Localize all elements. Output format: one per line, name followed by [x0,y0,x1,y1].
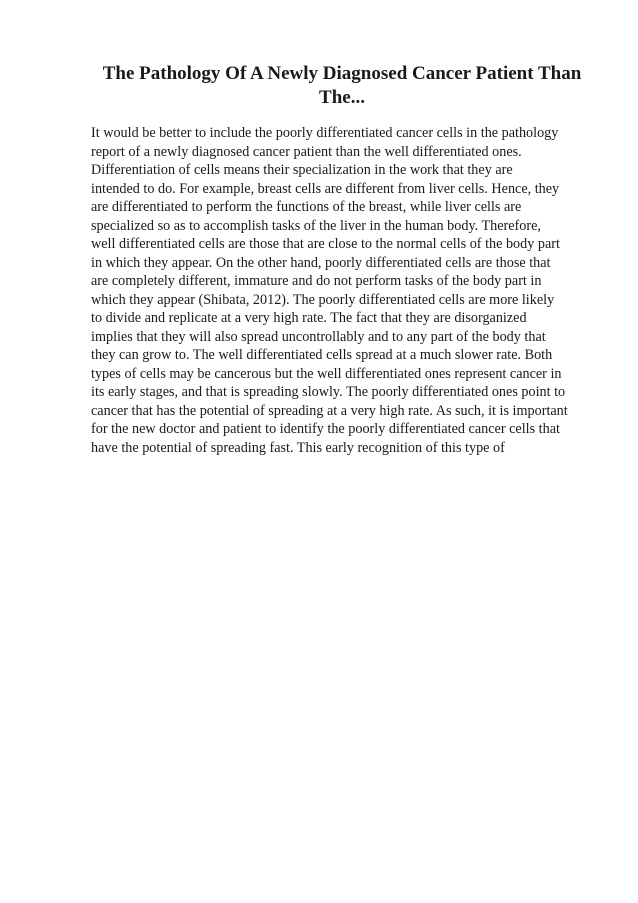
body-line: are differentiated to perform the functions of the breast, while liver cells are [91,199,522,215]
body-line: in which they appear. On the other hand, poorly differentiated cells are those that [91,254,551,271]
document-title: The Pathology Of A Newly Diagnosed Cancer Patient Than The... [102,63,582,108]
body-line: to divide and replicate at a very high rate. The fact that they are disorganized [91,310,527,326]
body-line: for the new doctor and patient to identify the poorly differentiated cancer cells that [91,421,560,437]
body-line: have the potential of spreading fast. This early recognition of this type of [91,439,505,456]
body-line: implies that they will also spread uncontrollably and to any part of the body that [91,328,546,345]
body-line: intended to do. For example, breast cells are different from liver cells. Hence, they [91,180,560,197]
body-line: cancer that has the potential of spreading at a very high rate. As such, it is important [91,402,568,419]
body-line: It would be better to include the poorly differentiated cancer cells in the pathology [91,125,559,141]
body-line: types of cells may be cancerous but the well differentiated ones represent cancer in [91,365,562,382]
body-line: report of a newly diagnosed cancer patient than the well differentiated ones. [91,143,522,160]
body-line: specialized so as to accomplish tasks of the liver in the human body. Therefore, [91,217,541,234]
document-body [91,124,586,457]
body-line: Differentiation of cells means their specialization in the work that they are [91,162,513,178]
body-line: its early stages, and that is spreading slowly. The poorly differentiated ones point to [91,384,566,400]
body-line: well differentiated cells are those that are close to the normal cells of the body part [91,236,560,252]
body-line: they can grow to. The well differentiated cells spread at a much slower rate. Both [91,347,553,363]
body-line: which they appear (Shibata, 2012). The poorly differentiated cells are more likely [91,291,555,308]
body-line: are completely different, immature and do not perform tasks of the body part in [91,273,542,289]
